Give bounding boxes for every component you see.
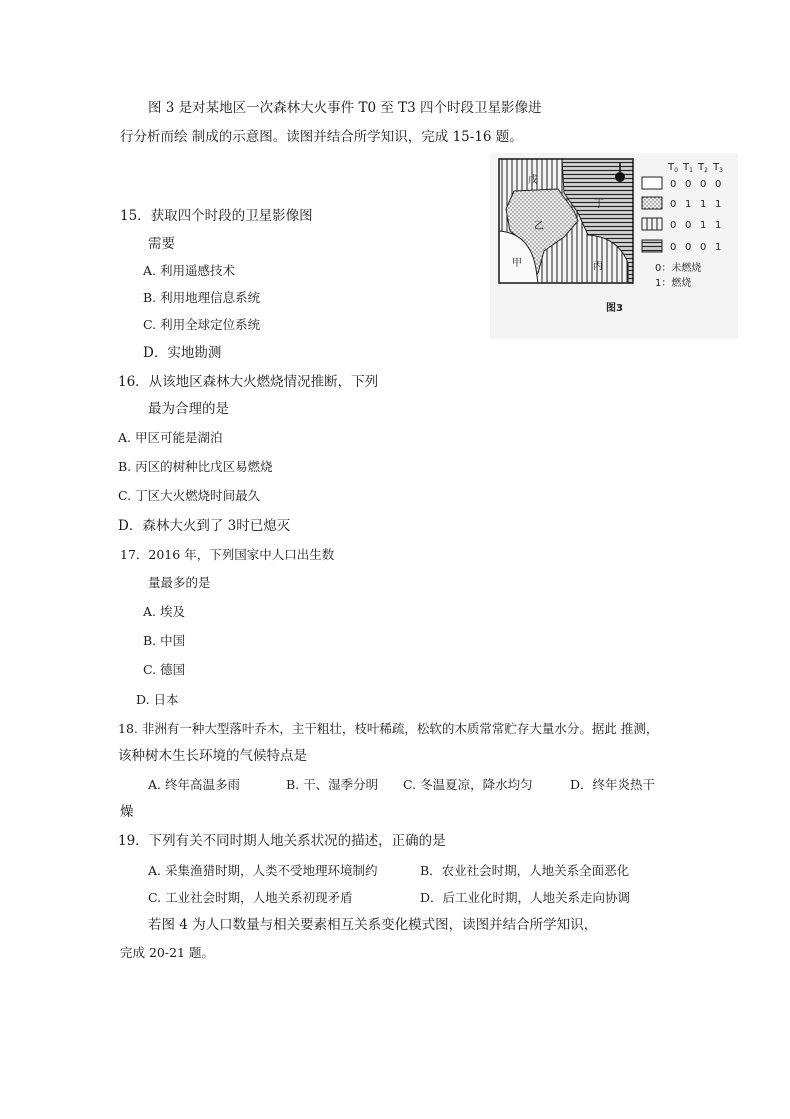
q17-option-c: C. 德国 bbox=[143, 662, 186, 677]
q17-option-a: A. 埃及 bbox=[143, 604, 185, 619]
q19-option-a: A. 采集渔猎时期，人类不受地理环境制约 bbox=[148, 863, 378, 878]
label-ding: 丁 bbox=[594, 199, 604, 210]
q15-option-a: A. 利用遥感技术 bbox=[143, 263, 235, 278]
intro-line-1: 图 3 是对某地区一次森林大火事件 T0 至 T3 四个时段卫星影像进 bbox=[148, 100, 542, 116]
q15-stem-2: 需要 bbox=[148, 236, 175, 252]
intro2-line-1: 若图 4 为人口数量与相关要素相互关系变化模式图，读图并结合所学知识， bbox=[148, 917, 598, 933]
q16-option-d: D．森林大火到了 3时已熄灭 bbox=[118, 518, 291, 534]
q18-stem-2: 该种树木生长环境的气候特点是 bbox=[118, 748, 307, 764]
svg-text:0: 0 bbox=[685, 179, 692, 190]
svg-text:1: 1 bbox=[715, 242, 722, 253]
q17-option-b: B. 中国 bbox=[143, 633, 186, 648]
q16-stem-2: 最为合理的是 bbox=[148, 401, 229, 417]
svg-text:0: 0 bbox=[670, 199, 677, 210]
svg-text:1: 1 bbox=[700, 199, 707, 210]
q17-stem-2: 量最多的是 bbox=[148, 575, 211, 590]
svg-text:1: 1 bbox=[685, 199, 692, 210]
legend-row-dotted bbox=[642, 197, 721, 210]
svg-text:0: 0 bbox=[685, 242, 692, 253]
svg-text:0: 0 bbox=[670, 220, 677, 231]
q18-stem-1: 18. 非洲有一种大型落叶乔木，主干粗壮，枝叶稀疏，松软的木质常常贮存大量水分。据此 推测， bbox=[118, 721, 659, 736]
figure-3-svg bbox=[490, 153, 738, 339]
q18-option-a: A. 终年高温多雨 bbox=[148, 777, 240, 792]
label-wu: 戊 bbox=[528, 175, 538, 186]
fire-origin-icon bbox=[615, 172, 625, 182]
q16-stem-1: 16．从该地区森林大火燃烧情况推断，下列 bbox=[118, 374, 379, 390]
q17-option-d: D. 日本 bbox=[136, 692, 179, 707]
legend-note-1: 1：燃烧 bbox=[655, 278, 692, 289]
svg-text:0: 0 bbox=[685, 220, 692, 231]
q19-option-d: D．后工业化时期，人地关系走向协调 bbox=[420, 890, 631, 905]
svg-text:T1: $T_1$ bbox=[683, 162, 693, 174]
q15-option-d: D．实地勘测 bbox=[143, 345, 222, 361]
q16-option-b: B. 丙区的树种比戊区易燃烧 bbox=[118, 459, 273, 474]
legend-note-0: 0：未燃烧 bbox=[655, 263, 702, 274]
q18-option-c: C. 冬温夏凉，降水均匀 bbox=[403, 777, 533, 792]
svg-text:T0: $T_0$ bbox=[668, 162, 678, 174]
q18-option-d: D．终年炎热干 bbox=[570, 777, 656, 792]
svg-text:T3: $T_3$ bbox=[713, 162, 723, 174]
intro2-line-2: 完成 20-21 题。 bbox=[120, 945, 214, 960]
svg-text:T2: $T_2$ bbox=[698, 162, 708, 174]
q19-option-c: C. 工业社会时期，人地关系初现矛盾 bbox=[148, 890, 353, 905]
intro-line-2: 行分析而绘 制成的示意图。读图并结合所学知识，完成 15-16 题。 bbox=[120, 129, 523, 145]
q16-option-c: C. 丁区大火燃烧时间最久 bbox=[118, 488, 261, 503]
svg-text:0: 0 bbox=[700, 242, 707, 253]
label-yi: 乙 bbox=[534, 221, 544, 232]
q18-option-d-wrap: 燥 bbox=[120, 804, 134, 820]
q15-stem-1: 15．获取四个时段的卫星影像图 bbox=[120, 208, 313, 224]
svg-text:0: 0 bbox=[700, 179, 707, 190]
q15-option-b: B. 利用地理信息系统 bbox=[143, 290, 261, 305]
svg-text:0: 0 bbox=[670, 179, 677, 190]
q17-stem-1: 17．2016 年，下列国家中人口出生数 bbox=[120, 547, 335, 562]
figure-caption: 图3 bbox=[606, 303, 623, 314]
svg-text:0: 0 bbox=[670, 242, 677, 253]
svg-text:1: 1 bbox=[715, 220, 722, 231]
legend-row-horizontal bbox=[642, 240, 721, 253]
q19-stem: 19．下列有关不同时期人地关系状况的描述，正确的是 bbox=[118, 833, 446, 849]
q16-option-a: A. 甲区可能是湖泊 bbox=[118, 430, 223, 445]
legend-row-blank bbox=[642, 177, 721, 190]
legend-headers bbox=[667, 162, 723, 174]
figure-3 bbox=[490, 153, 738, 339]
label-bing: 丙 bbox=[593, 261, 603, 272]
label-jia: 甲 bbox=[512, 258, 522, 269]
legend-row-vertical bbox=[642, 218, 721, 231]
svg-text:0: 0 bbox=[715, 179, 722, 190]
svg-text:1: 1 bbox=[700, 220, 707, 231]
q19-option-b: B．农业社会时期，人地关系全面恶化 bbox=[420, 863, 630, 878]
q15-option-c: C. 利用全球定位系统 bbox=[143, 317, 261, 332]
svg-text:1: 1 bbox=[715, 199, 722, 210]
q18-option-b: B. 干、湿季分明 bbox=[286, 777, 379, 792]
